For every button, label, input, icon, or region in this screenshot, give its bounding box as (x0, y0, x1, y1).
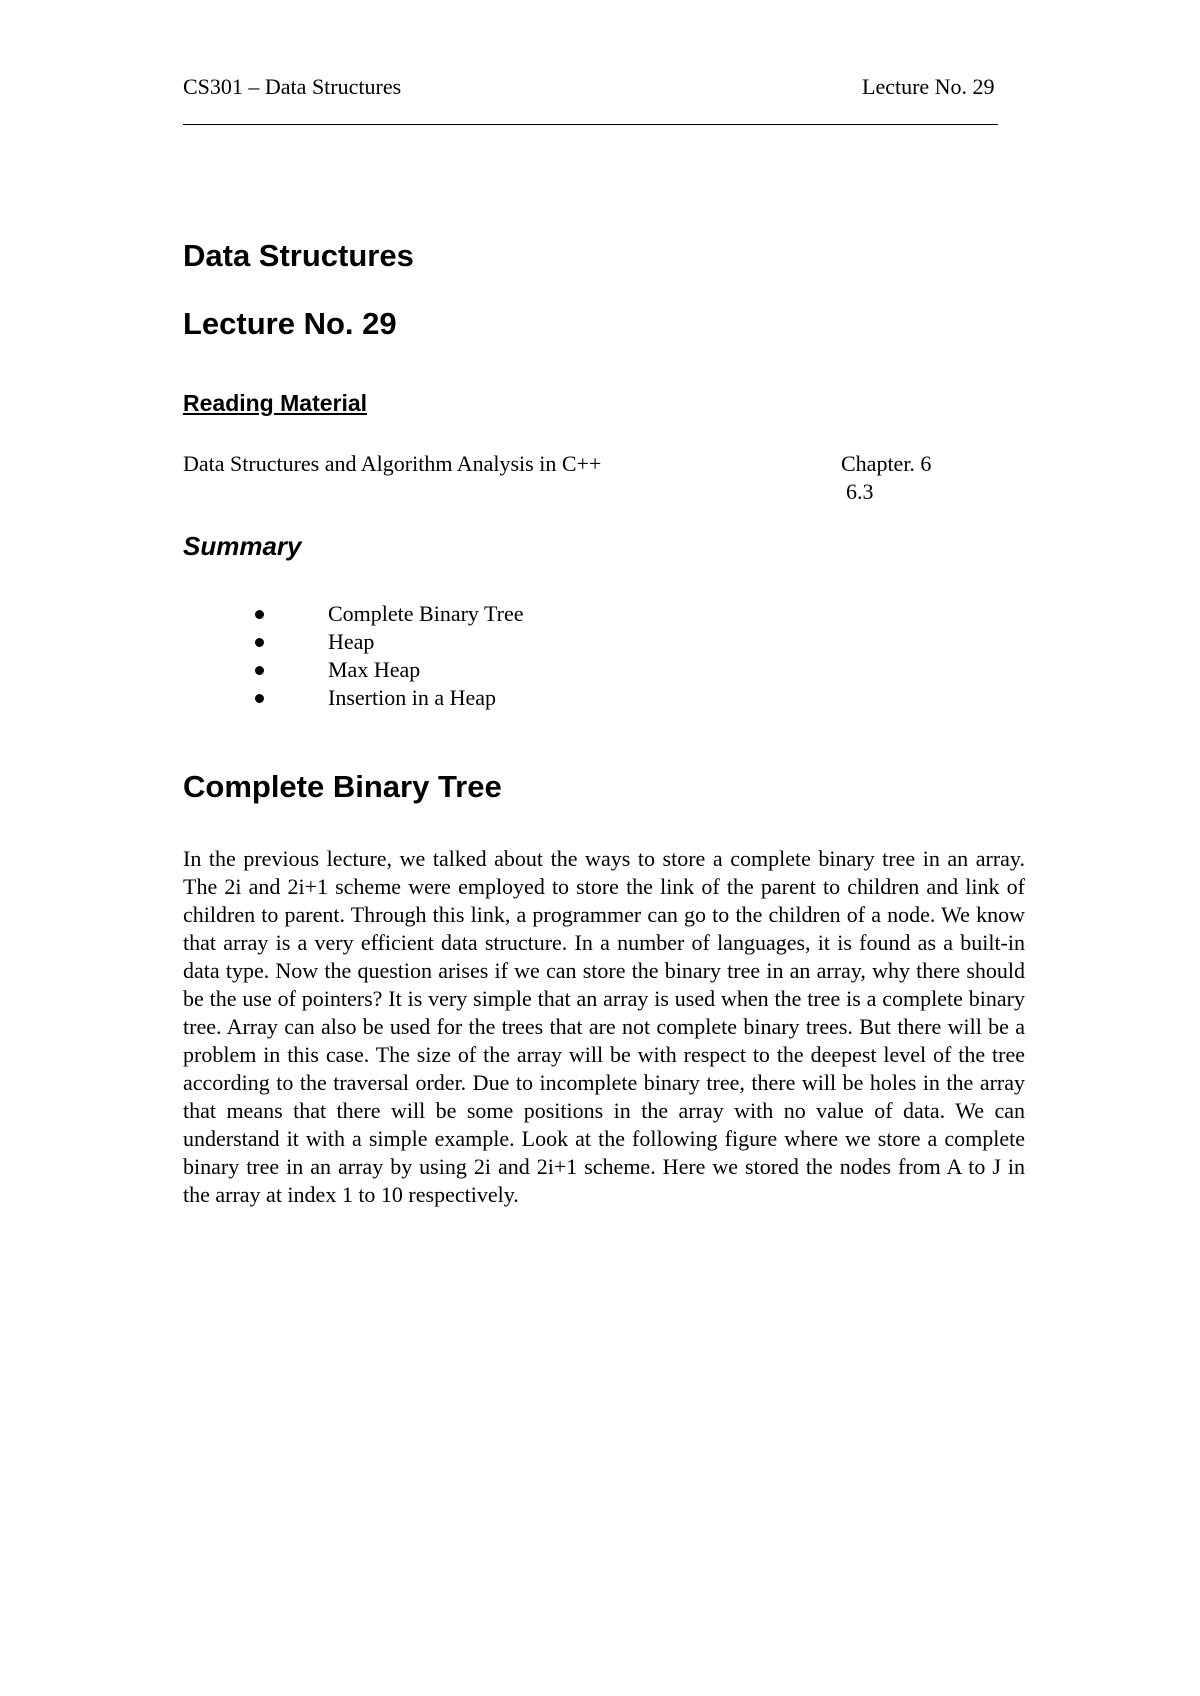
book-chapter: Chapter. 6 (841, 451, 932, 476)
body-paragraph: In the previous lecture, we talked about the ways to store a complete binary tree in an array. The 2i and 2i+1 scheme were employed to store the link of the parent to children and link of children to parent. Through this link, a programmer can go to the children of a node. We know that array is a very efficient data structure. In a number of languages, it is found as a built-in data type. Now the question arises if we can store the binary tree in an array, why there should be the use of pointers? It is very simple that an array is used when the tree is a complete binary tree. Array can also be used for the trees that are not complete binary trees. But there will be a problem in this case. The size of the array will be with respect to the deepest level of the tree according to the traversal order. Due to incomplete binary tree, there will be holes in the array that means that there will be some positions in the array with no value of data. We can understand it with a simple example. Look at the following figure where we store a complete binary tree in an array by using 2i and 2i+1 scheme. Here we stored the nodes from A to J in the array at index 1 to 10 respectively. (183, 846, 1025, 1207)
book-title: Data Structures and Algorithm Analysis in C++ (183, 451, 602, 476)
summary-item-text: Insertion in a Heap (328, 685, 496, 710)
bullet-icon (255, 610, 264, 619)
lecture-title: Lecture No. 29 (183, 306, 397, 341)
bullet-icon (255, 638, 264, 647)
document-title: Data Structures (183, 238, 414, 273)
summary-item-text: Heap (328, 629, 375, 654)
summary-item-text: Complete Binary Tree (328, 601, 524, 626)
book-section: 6.3 (846, 479, 874, 504)
header-rule (183, 124, 998, 125)
reading-material-heading: Reading Material (183, 390, 368, 416)
section-heading: Complete Binary Tree (183, 769, 502, 804)
header-lecture-number: Lecture No. 29 (862, 74, 995, 99)
header-course: CS301 – Data Structures (183, 74, 402, 99)
bullet-icon (255, 666, 264, 675)
summary-item-text: Max Heap (328, 657, 421, 682)
summary-heading: Summary (183, 531, 302, 561)
bullet-icon (255, 694, 264, 703)
